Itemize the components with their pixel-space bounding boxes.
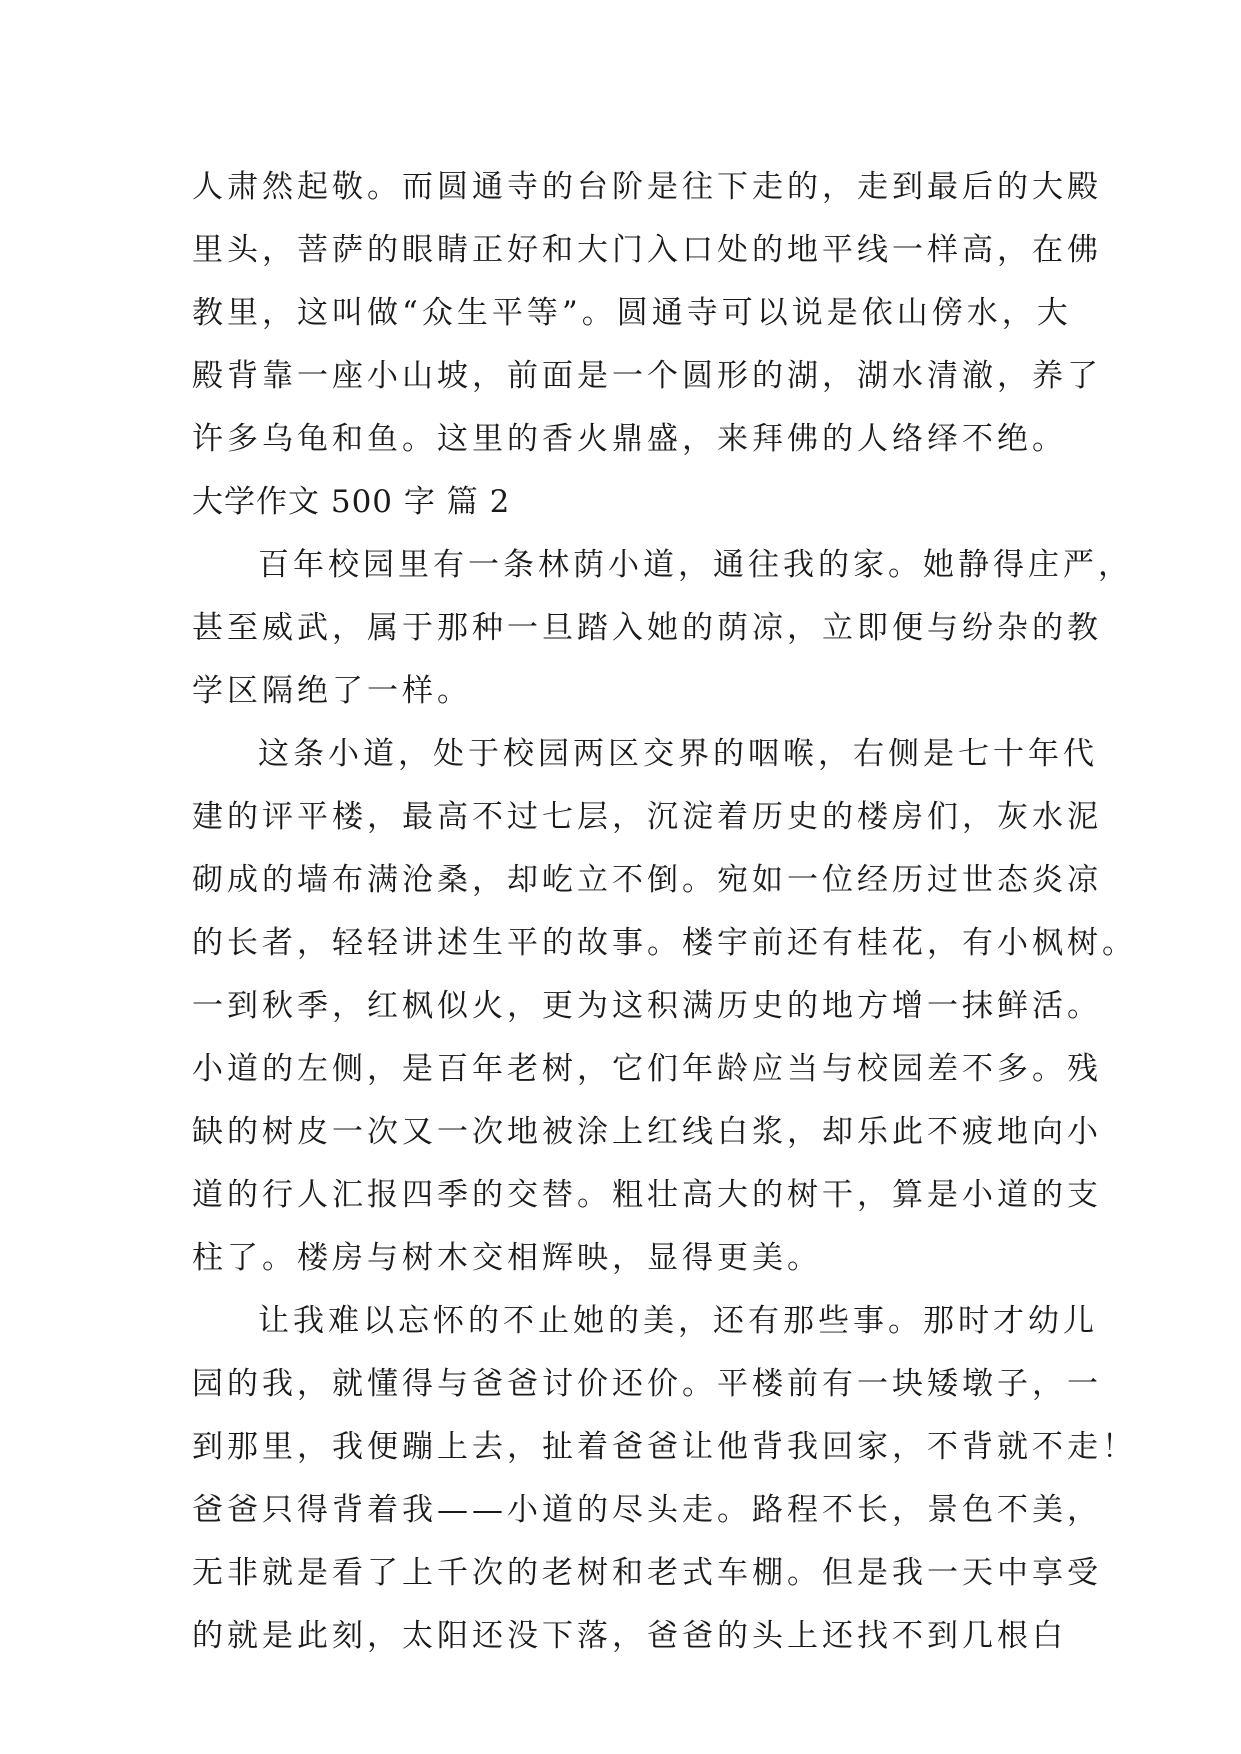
document-body — [192, 156, 1137, 1668]
text-line: 人肃然起敬。而圆通寺的台阶是往下走的，走到最后的大殿 — [192, 169, 1102, 205]
text-line: 柱了。楼房与树木交相辉映，显得更美。 — [192, 1240, 822, 1276]
text-line: 殿背靠一座小山坡，前面是一个圆形的湖，湖水清澈，养了 — [192, 358, 1102, 394]
text-line: 许多乌龟和鱼。这里的香火鼎盛，来拜佛的人络绎不绝。 — [192, 421, 1067, 457]
text-line: 无非就是看了上千次的老树和老式车棚。但是我一天中享受 — [192, 1555, 1102, 1591]
section-heading: 大学作文 500 字 篇 2 — [192, 484, 511, 520]
text-line: 一到秋季，红枫似火，更为这积满历史的地方增一抹鲜活。 — [192, 988, 1102, 1024]
text-line: 里头，菩萨的眼睛正好和大门入口处的地平线一样高，在佛 — [192, 232, 1102, 268]
text-line: 甚至威武，属于那种一旦踏入她的荫凉，立即便与纷杂的教 — [192, 610, 1102, 646]
paragraph-first-line: 百年校园里有一条林荫小道，通往我的家。她静得庄严， — [258, 547, 1133, 583]
text-line: 学区隔绝了一样。 — [192, 673, 472, 709]
text-line: 道的行人汇报四季的交替。粗壮高大的树干，算是小道的支 — [192, 1177, 1102, 1213]
text-line: 教里，这叫做“众生平等”。圆通寺可以说是依山傍水，大 — [192, 295, 1072, 331]
text-line: 园的我，就懂得与爸爸讨价还价。平楼前有一块矮墩子，一 — [192, 1366, 1102, 1402]
text-line: 小道的左侧，是百年老树，它们年龄应当与校园差不多。残 — [192, 1051, 1102, 1087]
paragraph-first-line: 让我难以忘怀的不止她的美，还有那些事。那时才幼儿 — [258, 1303, 1098, 1339]
text-line: 建的评平楼，最高不过七层，沉淀着历史的楼房们，灰水泥 — [192, 799, 1102, 835]
text-line: 的就是此刻，太阳还没下落，爸爸的头上还找不到几根白 — [192, 1618, 1067, 1654]
text-line: 爸爸只得背着我——小道的尽头走。路程不长，景色不美， — [192, 1492, 1102, 1528]
paragraph-first-line: 这条小道，处于校园两区交界的咽喉，右侧是七十年代 — [258, 736, 1098, 772]
text-line: 到那里，我便蹦上去，扯着爸爸让他背我回家，不背就不走！ — [192, 1429, 1137, 1465]
text-line: 缺的树皮一次又一次地被涂上红线白浆，却乐此不疲地向小 — [192, 1114, 1102, 1150]
text-line: 的长者，轻轻讲述生平的故事。楼宇前还有桂花，有小枫树。 — [192, 925, 1137, 961]
text-line: 砌成的墙布满沧桑，却屹立不倒。宛如一位经历过世态炎凉 — [192, 862, 1102, 898]
